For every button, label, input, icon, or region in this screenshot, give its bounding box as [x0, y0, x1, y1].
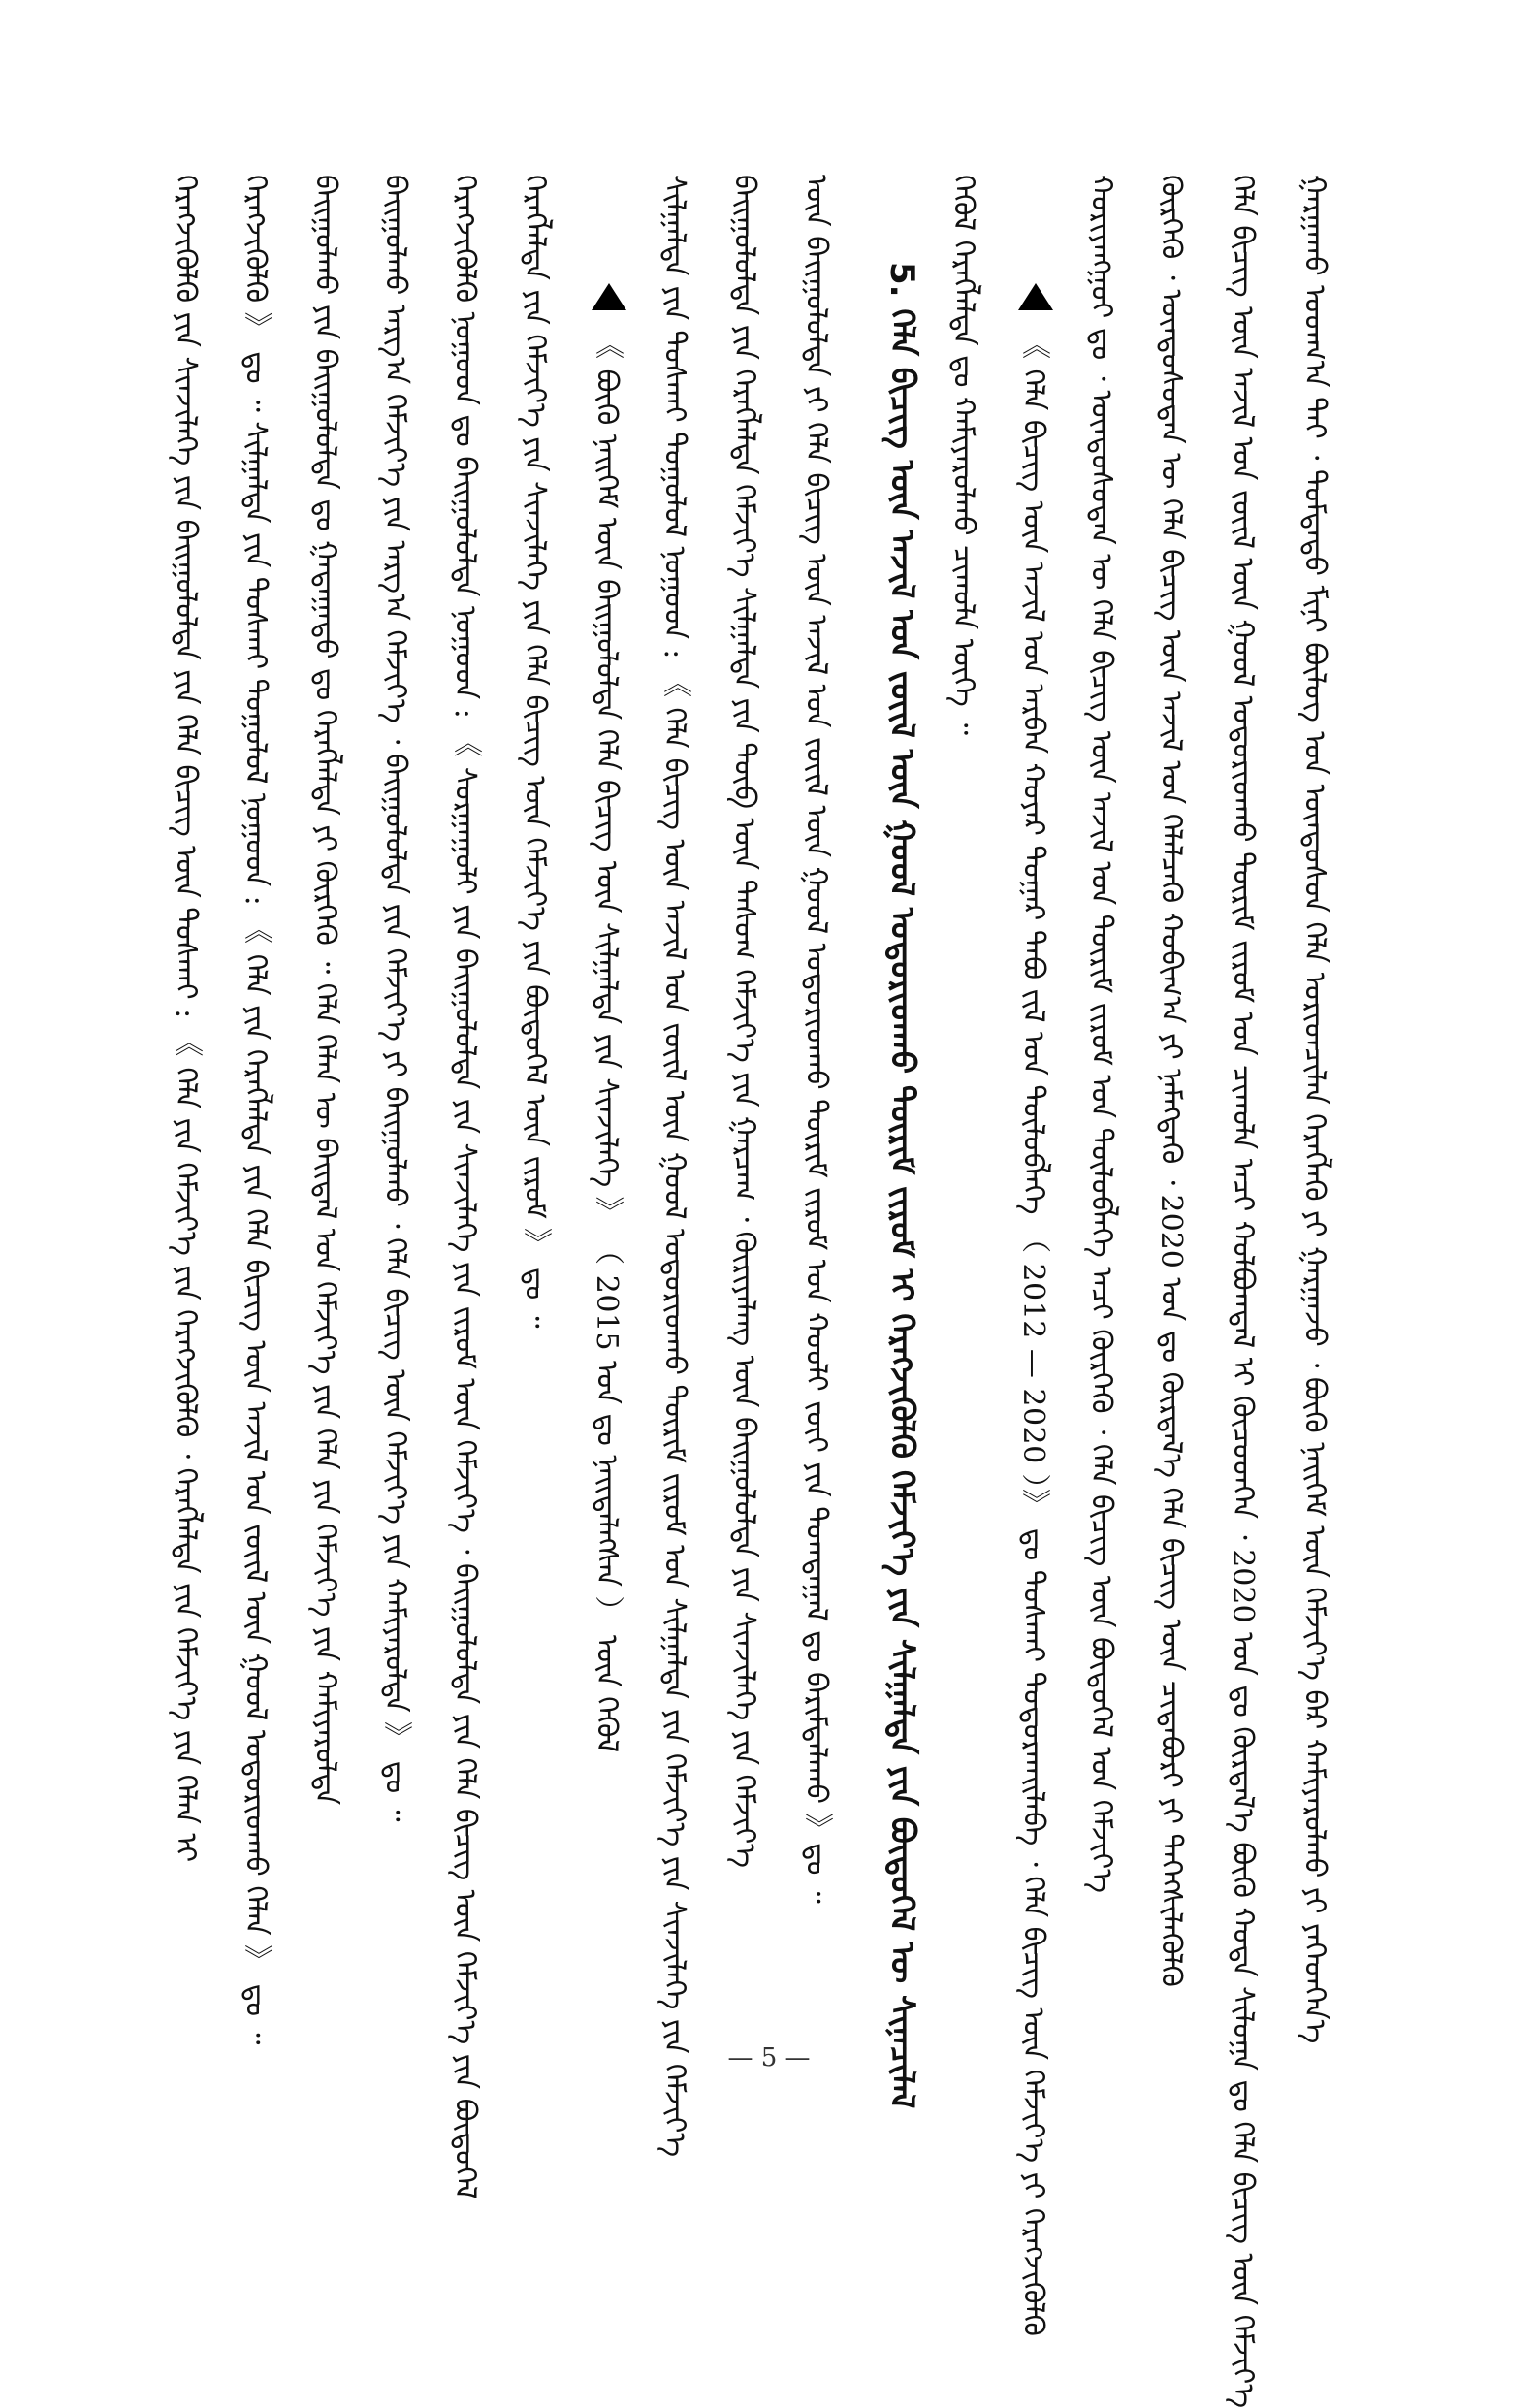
- text-column-15: ᠪᠠᠢᠭᠤᠯᠬᠤ ᠶᠢᠨ ᠪᠠᠢᠭᠤᠯᠤᠯᠲᠠ ᠳᠤ ᠭᠠᠳᠠᠭᠠᠳᠤ ᠳᠤ ᠬᠡᠷᠡᠭᠯᠡᠯᠲᠡ ᠶᠢ ᠬᠦᠷᠭᠡᠬᠦ ᠃ ᠬᠡᠯᠡ ᠬᠡᠯᠡᠨ ᠦ ᠪᠠᠢᠳᠠᠯ ᠤᠨ ᠬᠡᠮᠵᠢᠶ᠎ᠡ ᠶᠢᠨ ᠬᠡᠯᠡ ᠶᠢᠨ ᠬᠡᠮᠵᠢᠶ᠎ᠡ ᠶᠢᠨ ᠬᠠᠮᠢᠶᠠᠷᠤᠯᠲᠠ: [308, 175, 342, 1806]
- text-column-3: ᠬᠦᠷᠭᠡᠬᠦ ᠂ ᠦᠨᠳᠦᠰᠦᠲᠡᠨ ᠦ ᠬᠡᠯᠡ ᠪᠢᠴᠢᠭ ᠦᠨ ᠠᠵᠢᠯ ᠤᠨ ᠬᠡᠯᠡᠯᠴᠡᠬᠦ ᠬᠤᠪᠢᠭ᠎ᠠ ᠶᠢ ᠨᠡᠮᠡᠭᠳᠡᠬᠦ ᠂ 2020 ᠣᠨ ᠳᠤ ᠬᠦᠷᠲᠡᠯ᠎ᠡ ᠬᠡᠯᠡ ᠪᠢᠴᠢᠭ ᠦᠨ ᠴᠢᠳᠠᠪᠤᠷᠢ ᠶᠢ ᠳᠡᠭᠡᠭᠰᠢᠯᠡᠭᠦᠯᠬᠦ: [1154, 175, 1188, 1987]
- text-column-1: ᠭᠠᠷᠭᠠᠬᠤ ᠤᠳᠬ᠎ᠠ ᠲᠠᠢ ᠂ ᠳᠤᠮᠳᠠᠳᠤ ᠮᠢᠨᠢ ᠪᠦᠯᠦᠭ ᠤᠨ ᠦᠨᠳᠦᠰᠦᠨ ᠬᠡᠯᠡ ᠤᠷᠢᠳᠴᠢᠯᠠᠨ ᠬᠡᠷᠡᠭᠯᠡᠬᠦ ᠶᠢ ᠭᠠᠷᠭᠠᠵᠤ ᠂ ᠪᠦᠬᠦ ᠨᠡᠢᠭᠡᠮ ᠦᠨ ᠬᠡᠮᠵᠢᠶ᠎ᠡ ᠪᠡᠷ ᠬᠠᠮᠢᠶᠠᠷᠤᠯᠬᠤ ᠶᠢ ᠶᠡᠬᠡᠳᠬᠡᠨ᠎ᠡ: [1298, 175, 1331, 2044]
- text-column-17: ᠬᠡᠷᠡᠭᠵᠢᠭᠦᠯᠬᠦ ᠶᠢᠨ ᠰᠢᠨᠵᠢᠯᠡᠭᠡ ᠶᠢᠨ ᠪᠠᠢᠭᠤᠯᠤᠯᠲᠠ ᠶᠢᠨ ᠬᠡᠯᠡ ᠪᠢᠴᠢᠭ ᠦᠨ ᠲᠤᠰᠬᠠᠢ : 《 ᠬᠡᠯᠡ ᠶᠢᠨ ᠬᠡᠮᠵᠢᠶ᠎ᠡ ᠶᠢᠨ ᠬᠡᠷᠡᠭᠵᠢᠭᠦᠯᠬᠦ ᠂ ᠬᠡᠷᠡᠭᠯᠡᠯᠲᠡ ᠶᠢᠨ ᠬᠡᠮᠵᠢᠶ᠎ᠡ ᠶᠢᠨ ᠬᠡᠯᠡᠨ ᠢ: [169, 175, 203, 1863]
- section-marker-triangle: [1018, 283, 1053, 310]
- text-column-8: ᠦᠨ ᠪᠠᠢᠭᠤᠯᠤᠯᠲᠠ ᠶᠢ ᠬᠡᠯᠡ ᠪᠢᠴᠢᠭ ᠦᠨ ᠠᠵᠢᠯ ᠤᠨ ᠵᠦᠢᠯ ᠦᠨ ᠭᠤᠤᠯ ᠤᠳᠤᠷᠢᠳᠬᠤ ᠳᠦᠷᠢᠮ ᠵᠢᠷᠤᠮ ᠤᠨ ᠬᠤᠤᠯᠢ ᠵᠦᠢ ᠶᠢᠨ ᠲᠣᠭᠲᠠᠭᠠᠯ ᠳᠤ ᠪᠠᠷᠢᠮᠲᠠᠯᠠᠬᠤ 》ᠳᠤ ᠃: [799, 175, 833, 1904]
- page-number: — 5 —: [727, 2043, 811, 2072]
- text-column-6: ᠬᠡᠭᠦᠯ ᠬᠡᠷᠡᠭᠯᠡᠯᠲᠡ ᠳᠤ ᠬᠠᠮᠢᠶᠠᠷᠤᠯᠬᠤ ᠴᠢᠬᠤᠯᠠ ᠦᠭᠡ ᠃: [946, 175, 980, 735]
- text-column-13: ᠬᠡᠷᠡᠭᠵᠢᠭᠦᠯᠬᠦ ᠨᠤᠭᠤᠳ ᠳᠤ ᠪᠠᠢᠭᠤᠯᠤᠯᠲᠠ ᠨᠤᠭᠤᠳ : 《 ᠰᠤᠷᠭᠠᠭᠤᠯᠢ ᠶᠢᠨ ᠪᠠᠢᠭᠤᠯᠤᠯᠲᠠ ᠶᠢᠨ ᠰᠢᠨᠵᠢᠯᠡᠭᠡ ᠶᠢᠨ ᠵᠢᠷᠤᠮ ᠦᠨ ᠬᠡᠮᠵᠢᠶ᠎ᠡ ᠂ ᠪᠠᠢᠭᠤᠯᠤᠯᠲᠠ ᠶᠢᠨ ᠬᠡᠯᠡ ᠪᠢᠴᠢᠭ ᠦᠨ ᠬᠡᠮᠵᠢᠶ᠎ᠡ ᠶᠢᠨ ᠪᠦᠲᠦᠭᠡᠯ: [448, 175, 482, 2199]
- text-column-2: ᠬᠡᠯᠡ ᠪᠢᠴᠢᠭ ᠦᠨ ᠠᠵᠢᠯ ᠤᠨ ᠵᠦᠢᠯ ᠦᠨ ᠭᠤᠤᠯ ᠤᠳᠤᠷᠢᠳᠬᠤ ᠳᠦᠷᠢᠮ ᠵᠢᠷᠤᠮ ᠤᠨ ᠴᠢᠬᠤᠯᠠ ᠠᠴᠢ ᠬᠤᠯᠪᠤᠭᠳᠠᠯ ᠢ ᠬᠦᠴᠦᠳᠬᠡᠨ ᠂ 2020 ᠣᠨ ᠳᠤ ᠬᠦᠷᠲᠡᠯ᠎ᠡ ᠪᠦᠬᠦ ᠬᠤᠲᠠ ᠰᠢᠯᠤᠭᠠ ᠳᠤ ᠬᠡᠯᠡ ᠪᠢᠴᠢᠭ ᠦᠨ ᠬᠡᠮᠵᠢᠶ᠎ᠡ: [1226, 175, 1260, 2408]
- section-heading-5: 5. ᠬᠡᠯᠡ ᠪᠢᠴᠢᠭ ᠦᠨ ᠠᠵᠢᠯ ᠤᠨ ᠵᠦᠢᠯ ᠦᠨ ᠭᠤᠤᠯ ᠤᠳᠤᠷᠢᠳᠬᠤ ᠳᠦᠷᠢᠮ ᠵᠢᠷᠤᠮ ᠢ ᠬᠡᠷᠡᠭᠵᠢᠭᠦᠯᠬᠦ ᠬᠡᠮᠵᠢᠶ᠎ᠡ ᠶᠢᠨ ᠰᠢᠯᠭᠠᠯᠲᠠ ᠶᠢᠨ ᠪᠦᠲᠦᠭᠡᠯ ᠦ ᠰᠢᠨᠡᠴᠢᠯᠡᠯ: [882, 262, 921, 2109]
- text-column-12: ᠬᠡᠷᠡᠭᠯᠡᠯᠲᠡ ᠶᠢᠨ ᠬᠡᠮᠵᠢᠶ᠎ᠡ ᠶᠢᠨ ᠰᠢᠨᠵᠢᠯᠡᠭᠡ ᠶᠢᠨ ᠬᠡᠯᠡ ᠪᠢᠴᠢᠭ ᠦᠨ ᠬᠡᠮᠵᠢᠶ᠎ᠡ ᠶᠢᠨ ᠪᠦᠲᠦᠭᠡᠯ ᠦᠨ ᠵᠢᠷᠤᠮ 》 ᠳᠤ ᠃: [518, 175, 552, 1329]
- text-column-11: 《 ᠪᠦᠬᠦ ᠨᠡᠢᠭᠡᠮ ᠦᠨ ᠪᠠᠢᠭᠤᠯᠤᠯᠲᠠ ᠬᠡᠯᠡ ᠪᠢᠴᠢᠭ ᠦᠨ ᠰᠢᠯᠭᠠᠯᠲᠠ ᠶᠢᠨ ᠰᠢᠨᠵᠢᠯᠡᠭᠡ 》 （ 2015 ᠣᠨ ᠳᠤ ᠨᠡᠢᠲᠡᠯᠡᠭᠰᠡᠨ ） ᠦᠨ ᠬᠡᠭᠦᠯ: [590, 330, 624, 1753]
- text-column-10: ᠰᠢᠯᠭᠠᠯᠲᠠ ᠶᠢᠨ ᠲᠤᠰᠬᠠᠢ ᠲᠤᠭᠤᠯᠤᠯ ᠨᠤᠭᠤᠳ : 《 ᠬᠡᠯᠡ ᠪᠢᠴᠢᠭ ᠦᠨ ᠠᠵᠢᠯ ᠤᠨ ᠵᠦᠢᠯ ᠦᠨ ᠭᠤᠤᠯ ᠤᠳᠤᠷᠢᠳᠬᠤ ᠳᠦᠷᠢᠮ ᠵᠢᠷᠤᠮ ᠤᠨ ᠰᠢᠯᠭᠠᠯᠲᠠ ᠶᠢᠨ ᠬᠡᠮᠵᠢᠶ᠎ᠡ ᠶᠢᠨ ᠰᠢᠨᠵᠢᠯᠡᠭᠡ ᠶᠢᠨ ᠬᠡᠮᠵᠢᠶ᠎ᠡ: [657, 175, 691, 2158]
- text-column-14: ᠪᠠᠢᠭᠤᠯᠬᠤ ᠠᠷᠭ᠎ᠠ ᠬᠡᠮᠵᠢᠶ᠎ᠡ ᠶᠢᠨ ᠠᠷᠭ᠎ᠠ ᠬᠡᠮᠵᠢᠶ᠎ᠡ ᠂ ᠪᠠᠢᠭᠤᠯᠤᠯᠲᠠ ᠶᠢᠨ ᠬᠡᠮᠵᠢᠶ᠎ᠡ ᠶᠢ ᠪᠠᠢᠭᠤᠯᠬᠤ ᠂ ᠬᠡᠯᠡ ᠪᠢᠴᠢᠭ ᠦᠨ ᠬᠡᠮᠵᠢᠶ᠎ᠡ ᠶᠢᠨ ᠬᠠᠮᠢᠶᠠᠷᠤᠯᠲᠠ 》 ᠳᠤ ᠃: [378, 175, 412, 1822]
- text-column-5: 《 ᠬᠡᠯᠡ ᠪᠢᠴᠢᠭ ᠦᠨ ᠠᠵᠢᠯ ᠤᠨ ᠠᠷᠪᠠᠨ ᠬᠣᠶᠠᠷ ᠳᠤᠭᠠᠷ ᠲᠠᠪᠤ ᠵᠢᠯ ᠤᠨ ᠲᠥᠯᠥᠪᠯᠡᠭᠡ （ 2012 — 2020 ）》 ᠳᠤ ᠲᠤᠰᠬᠠᠢ ᠲᠣᠳᠤᠷᠬᠠᠢᠯᠠᠪᠠ ᠂ ᠬᠡᠯᠡ ᠪᠢᠴᠢᠭ ᠦᠨ ᠬᠡᠮᠵᠢᠶ᠎ᠡ ᠶᠢ ᠬᠡᠷᠡᠭᠵᠢᠭᠦᠯᠬᠦ: [1016, 330, 1050, 2336]
- section-marker-triangle-2: [592, 283, 626, 310]
- text-column-9: ᠪᠠᠢᠭᠤᠯᠤᠯᠲᠠ ᠶᠢᠨ ᠬᠡᠷᠡᠭᠯᠡᠯᠲᠡ ᠬᠡᠮᠵᠢᠶ᠎ᠡ ᠰᠢᠯᠭᠠᠯᠲᠠ ᠶᠢᠨ ᠲᠥᠪ ᠦᠨ ᠲᠠᠰᠤᠭ ᠬᠡᠮᠵᠢᠶ᠎ᠡ ᠶᠢᠨ ᠭᠠᠷᠴᠠᠭ ᠂ ᠬᠦᠷᠢᠶᠡᠯᠡᠩ ᠦᠨ ᠪᠠᠢᠭᠤᠯᠤᠯᠲᠠ ᠶᠢᠨ ᠰᠢᠨᠵᠢᠯᠡᠭᠡ ᠶᠢᠨ ᠬᠡᠮᠵᠢᠶ᠎ᠡ: [727, 175, 761, 1868]
- text-column-4: ᠬᠤᠷᠢᠶᠠᠩᠭᠤᠢ ᠳᠤ ᠂ ᠦᠨᠳᠦᠰᠦᠲᠡᠨ ᠦ ᠬᠡᠯᠡ ᠪᠢᠴᠢᠭ ᠦᠨ ᠠᠵᠢᠯ ᠤᠨ ᠳᠦᠷᠢᠮ ᠵᠢᠷᠤᠮ ᠤᠨ ᠲᠥᠯᠥᠪᠯᠡᠭᠡ ᠠᠴᠢ ᠬᠦᠷᠭᠡᠬᠦ ᠂ ᠬᠡᠯᠡ ᠪᠢᠴᠢᠭ ᠦᠨ ᠪᠦᠲᠦᠭᠡᠯ ᠤᠨ ᠬᠡᠮᠵᠢᠶ᠎ᠡ: [1084, 175, 1118, 1894]
- text-column-16: ᠬᠡᠷᠡᠭᠵᠢᠭᠦᠯᠬᠦ 》 ᠳᠤ ᠃ ᠰᠢᠯᠭᠠᠯᠲᠠ ᠶᠢᠨ ᠲᠤᠰᠬᠠᠢ ᠲᠤᠭᠤᠯᠤᠯ ᠨᠤᠭᠤᠳ : 《 ᠬᠡᠯᠡ ᠶᠢᠨ ᠬᠡᠷᠡᠭᠯᠡᠯᠲᠡ ᠶᠢᠨ ᠬᠡᠯᠡ ᠪᠢᠴᠢᠭ ᠦᠨ ᠠᠵᠢᠯ ᠤᠨ ᠵᠦᠢᠯ ᠦᠨ ᠭᠤᠤᠯ ᠤᠳᠤᠷᠢᠳᠬᠤ ᠬᠡᠯᠡᠨ 》 ᠳᠤ ᠃: [239, 175, 272, 2045]
